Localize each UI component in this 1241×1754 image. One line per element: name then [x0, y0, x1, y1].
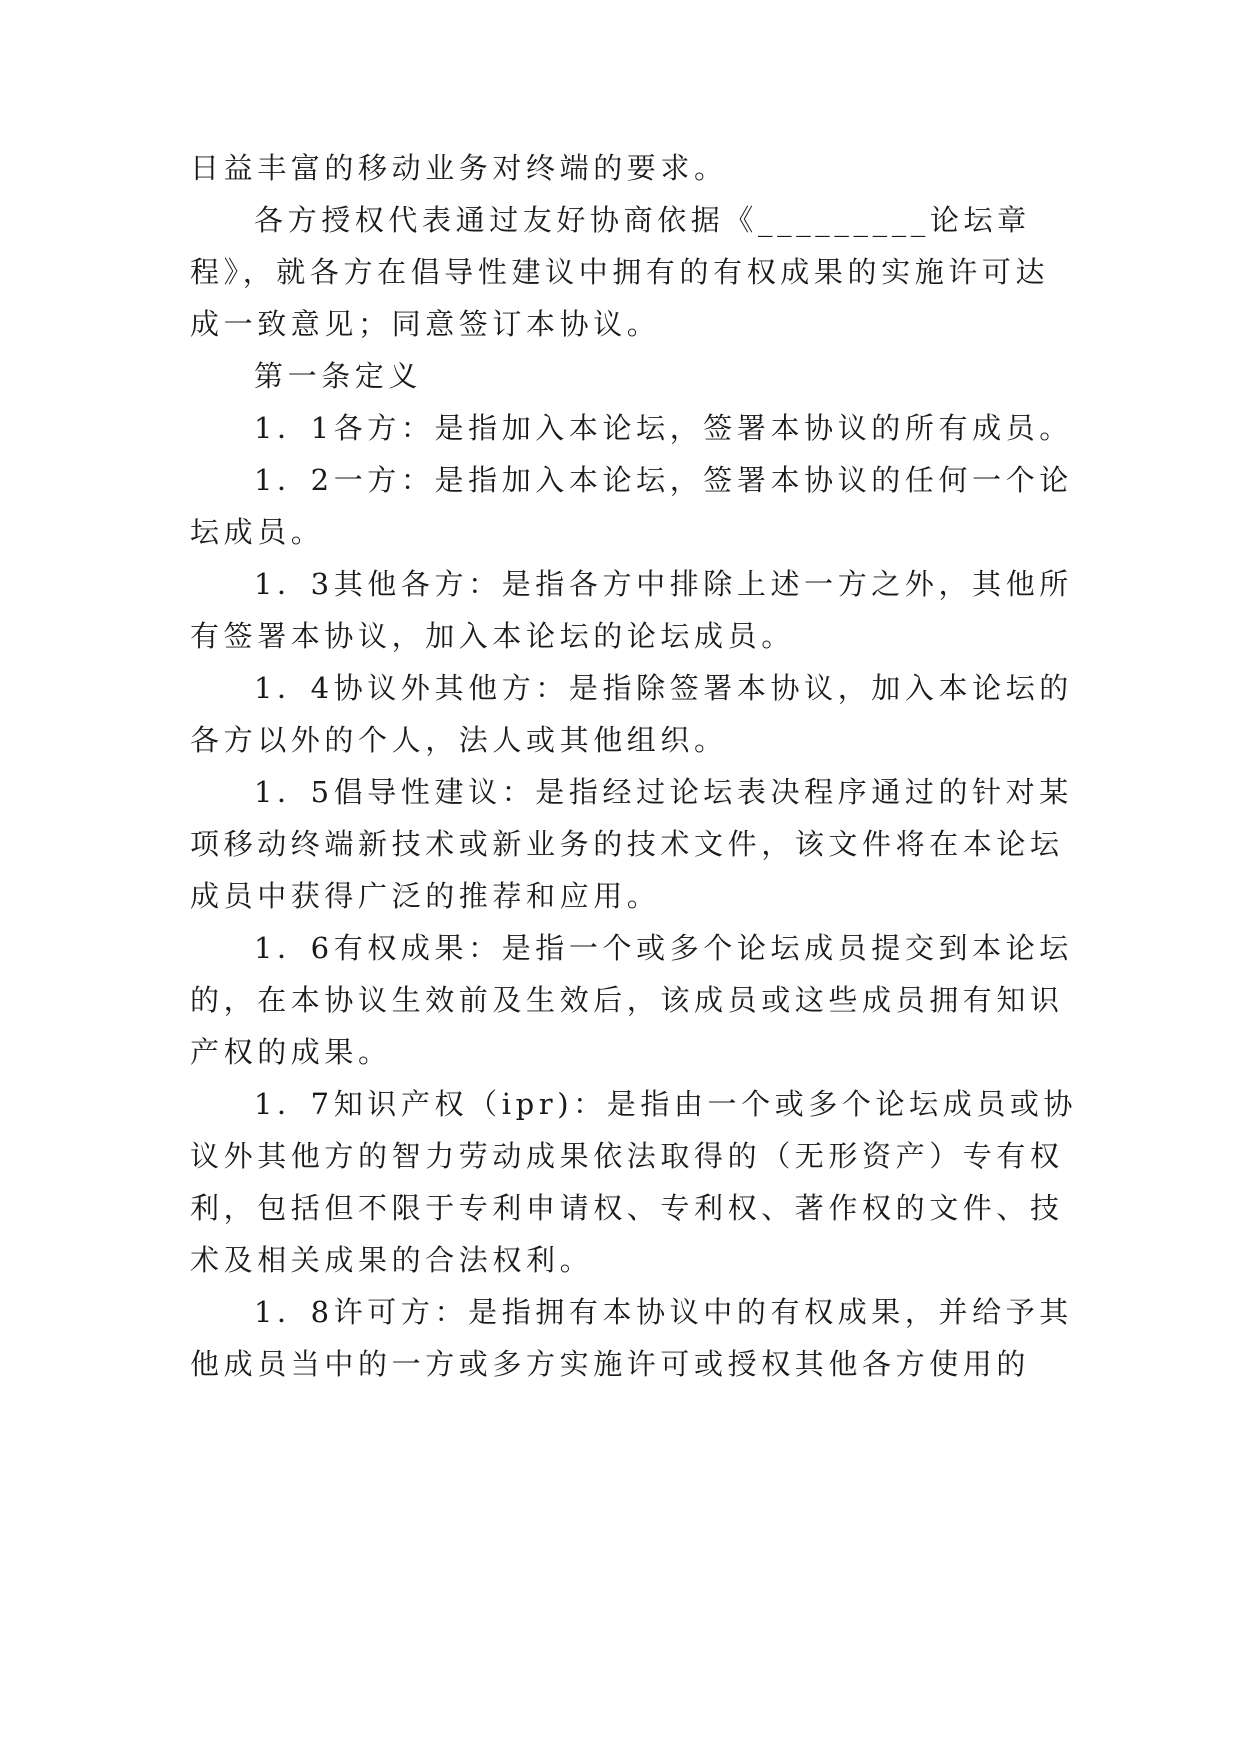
definition-item: 1．7知识产权（ipr)：是指由一个或多个论坛成员或协 — [254, 1087, 1078, 1121]
definition-item: 1．4协议外其他方：是指除签署本协议，加入本论坛的 — [254, 671, 1073, 705]
paragraph-line: 他成员当中的一方或多方实施许可或授权其他各方使用的 — [190, 1347, 1031, 1381]
definition-item: 1．2一方：是指加入本论坛，签署本协议的任何一个论 — [254, 463, 1073, 497]
paragraph-line: 日益丰富的移动业务对终端的要求。 — [190, 151, 728, 185]
definition-item: 1．6有权成果：是指一个或多个论坛成员提交到本论坛 — [254, 931, 1073, 965]
definition-item: 1．3其他各方：是指各方中排除上述一方之外，其他所 — [254, 567, 1073, 601]
section-heading: 第一条定义 — [254, 359, 423, 393]
paragraph-line: 产权的成果。 — [190, 1035, 392, 1069]
paragraph-line: 议外其他方的智力劳动成果依法取得的（无形资产）专有权 — [190, 1139, 1064, 1173]
paragraph-line: 有签署本协议，加入本论坛的论坛成员。 — [190, 619, 795, 653]
definition-item: 1．5倡导性建议：是指经过论坛表决程序通过的针对某 — [254, 775, 1073, 809]
definition-item: 1．8许可方：是指拥有本协议中的有权成果，并给予其 — [254, 1295, 1073, 1329]
paragraph-line: 各方以外的个人，法人或其他组织。 — [190, 723, 728, 757]
paragraph-line: 各方授权代表通过友好协商依据《_________论坛章 — [254, 203, 1031, 237]
paragraph-line: 程》，就各方在倡导性建议中拥有的有权成果的实施许可达 — [190, 255, 1050, 289]
paragraph-line: 项移动终端新技术或新业务的技术文件，该文件将在本论坛 — [190, 827, 1064, 861]
paragraph-line: 利，包括但不限于专利申请权、专利权、著作权的文件、技 — [190, 1191, 1064, 1225]
paragraph-line: 的，在本协议生效前及生效后，该成员或这些成员拥有知识 — [190, 983, 1064, 1017]
paragraph-line: 坛成员。 — [190, 515, 325, 549]
paragraph-line: 术及相关成果的合法权利。 — [190, 1243, 594, 1277]
paragraph-line: 成员中获得广泛的推荐和应用。 — [190, 879, 661, 913]
definition-item: 1．1各方：是指加入本论坛，签署本协议的所有成员。 — [254, 411, 1073, 445]
paragraph-line: 成一致意见；同意签订本协议。 — [190, 307, 661, 341]
